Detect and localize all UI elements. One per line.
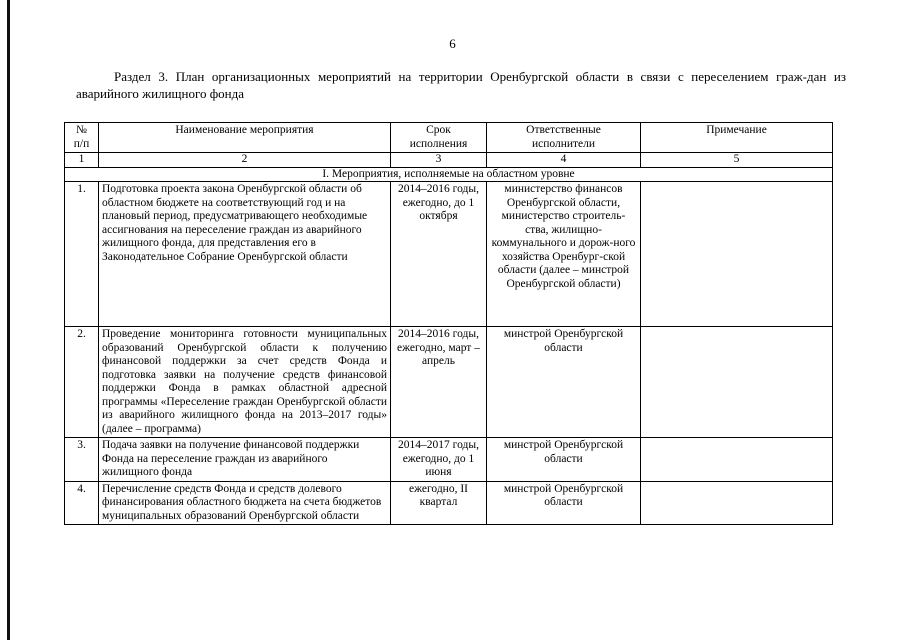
row-num: 4. <box>65 481 99 525</box>
row-term: 2014–2017 годы, ежегодно, до 1 июня <box>391 438 487 482</box>
row-num: 3. <box>65 438 99 482</box>
section-title: I. Мероприятия, исполняемые на областном уровне <box>65 167 833 182</box>
row-note <box>641 182 833 327</box>
section-row <box>65 167 833 182</box>
table-header-row <box>65 123 833 153</box>
header-name: Наименование мероприятия <box>99 123 391 153</box>
column-number: 5 <box>641 153 833 168</box>
section-heading: Раздел 3. План организационных мероприятий на территории Оренбургской области в связи с переселением граж-дан из аварийного жилищного фонда <box>76 69 846 101</box>
row-note <box>641 481 833 525</box>
table-row <box>65 481 833 525</box>
left-margin-bar <box>7 0 10 640</box>
table-row <box>65 327 833 438</box>
column-numbers-row <box>65 153 833 168</box>
plan-table <box>64 122 833 525</box>
header-responsible: Ответственные исполнители <box>487 123 641 153</box>
header-num: № п/п <box>65 123 99 153</box>
row-name: Проведение мониторинга готовности муниципальных образований Оренбургской области к получению финансовой поддержки за счет средств Фонда и подготовка заявки на получение средств финансовой поддержки Фонда в рамках областной адресной программы «Переселение граждан Оренбургской области из аварийного жилищного фонда на 2013–2017 годы» (далее – программа) <box>99 327 391 438</box>
row-num: 1. <box>65 182 99 327</box>
row-term: 2014–2016 годы, ежегодно, март – апрель <box>391 327 487 438</box>
row-name: Перечисление средств Фонда и средств долевого финансирования областного бюджета на счета бюджетов муниципальных образований Оренбургской области <box>99 481 391 525</box>
row-responsible: минстрой Оренбургской области <box>487 327 641 438</box>
row-responsible: министерство финансов Оренбургской области, министерство строитель-ства, жилищно-коммунального и дорож-ного хозяйства Оренбург-ской области (далее – минстрой Оренбургской области) <box>487 182 641 327</box>
header-term: Срок исполнения <box>391 123 487 153</box>
row-note <box>641 327 833 438</box>
row-term: 2014–2016 годы, ежегодно, до 1 октября <box>391 182 487 327</box>
row-term: ежегодно, II квартал <box>391 481 487 525</box>
row-name: Подготовка проекта закона Оренбургской области об областном бюджете на соответствующий год и на плановый период, предусматривающего необходимые ассигнования на переселение граждан из аварийного жилищного фонда, для представления его в Законодательное Собрание Оренбургской области <box>99 182 391 327</box>
table-row <box>65 438 833 482</box>
page-number: 6 <box>449 36 456 51</box>
row-num: 2. <box>65 327 99 438</box>
table-row <box>65 182 833 327</box>
column-number: 2 <box>99 153 391 168</box>
row-responsible: минстрой Оренбургской области <box>487 481 641 525</box>
row-responsible: минстрой Оренбургской области <box>487 438 641 482</box>
row-note <box>641 438 833 482</box>
column-number: 4 <box>487 153 641 168</box>
column-number: 1 <box>65 153 99 168</box>
column-number: 3 <box>391 153 487 168</box>
row-name: Подача заявки на получение финансовой поддержки Фонда на переселение граждан из аварийного жилищного фонда <box>99 438 391 482</box>
header-note: Примечание <box>641 123 833 153</box>
